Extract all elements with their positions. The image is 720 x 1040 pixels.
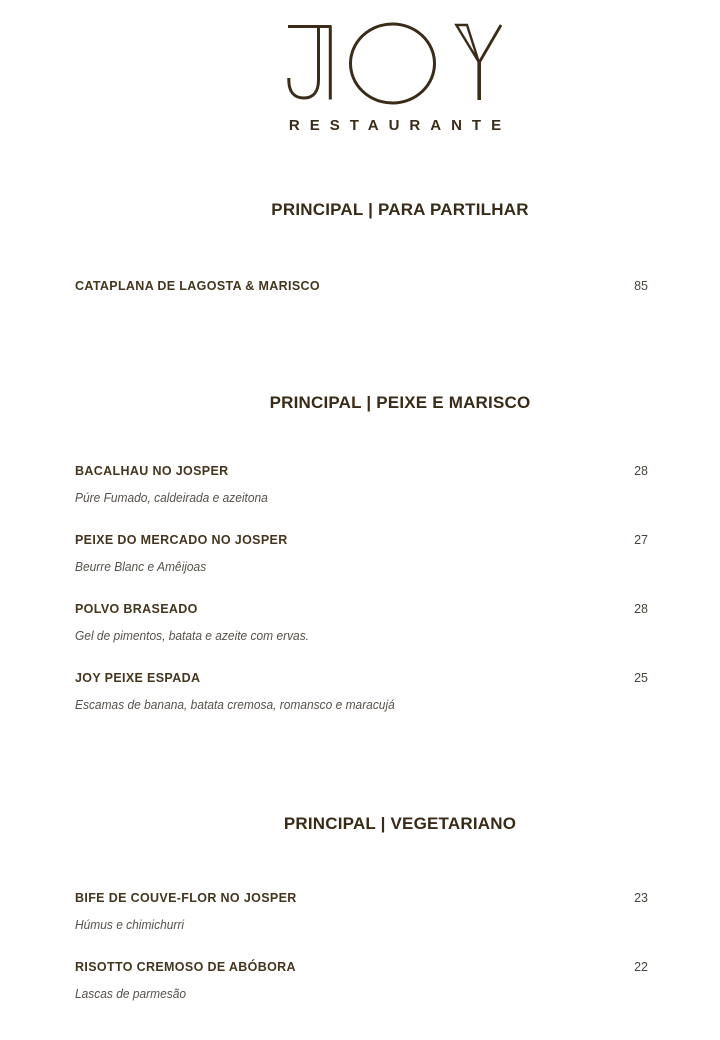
item-name: CATAPLANA DE LAGOSTA & MARISCO	[75, 279, 320, 293]
item-description: Gel de pimentos, batata e azeite com ervas.	[75, 628, 310, 643]
menu-section-para-partilhar	[0, 199, 720, 294]
item-name: PEIXE DO MERCADO NO JOSPER	[75, 533, 288, 547]
menu-item-row	[75, 890, 648, 906]
item-name: POLVO BRASEADO	[75, 602, 198, 616]
item-price: 28	[634, 602, 648, 616]
menu-item	[75, 601, 648, 644]
item-description: Beurre Blanc e Amêijoas	[75, 559, 207, 574]
y-glyph	[456, 25, 501, 100]
item-price: 22	[634, 960, 648, 974]
menu-item-row	[75, 670, 648, 686]
item-price: 85	[634, 279, 648, 293]
menu-item	[75, 959, 648, 1002]
item-price: 27	[634, 533, 648, 547]
menu-item-row	[75, 532, 648, 548]
menu-item	[75, 890, 648, 933]
menu-section-peixe-e-marisco	[0, 392, 720, 713]
item-list	[75, 463, 648, 713]
item-name: JOY PEIXE ESPADA	[75, 671, 201, 685]
section-heading: PRINCIPAL | PARA PARTILHAR	[271, 200, 529, 219]
item-list	[75, 890, 648, 1002]
section-heading: PRINCIPAL | VEGETARIANO	[283, 814, 517, 833]
joy-wordmark-icon	[285, 20, 502, 105]
item-description: Púre Fumado, caldeirada e azeitona	[75, 490, 268, 505]
item-name: RISOTTO CREMOSO DE ABÓBORA	[75, 960, 296, 974]
menu-item	[75, 532, 648, 575]
j-glyph	[288, 27, 332, 100]
item-description: Escamas de banana, batata cremosa, romansco e maracujá	[75, 697, 395, 712]
o-glyph	[351, 24, 435, 103]
item-price: 28	[634, 464, 648, 478]
item-name: BIFE DE COUVE-FLOR NO JOSPER	[75, 891, 297, 905]
item-list	[75, 278, 648, 294]
menu-item-row	[75, 601, 648, 617]
item-price: 23	[634, 891, 648, 905]
item-description: Húmus e chimichurri	[75, 917, 185, 932]
section-heading: PRINCIPAL | PEIXE E MARISCO	[269, 393, 531, 412]
menu-item-row	[75, 278, 648, 294]
menu-item	[75, 278, 648, 294]
menu-item	[75, 670, 648, 713]
item-description: Lascas de parmesão	[75, 986, 187, 1001]
menu-item	[75, 463, 648, 506]
joy-logo	[285, 20, 512, 134]
logo-subtitle: RESTAURANTE	[288, 117, 512, 134]
item-name: BACALHAU NO JOSPER	[75, 464, 229, 478]
menu-item-row	[75, 959, 648, 975]
menu-item-row	[75, 463, 648, 479]
item-price: 25	[634, 671, 648, 685]
menu-section-vegetariano	[0, 813, 720, 1002]
